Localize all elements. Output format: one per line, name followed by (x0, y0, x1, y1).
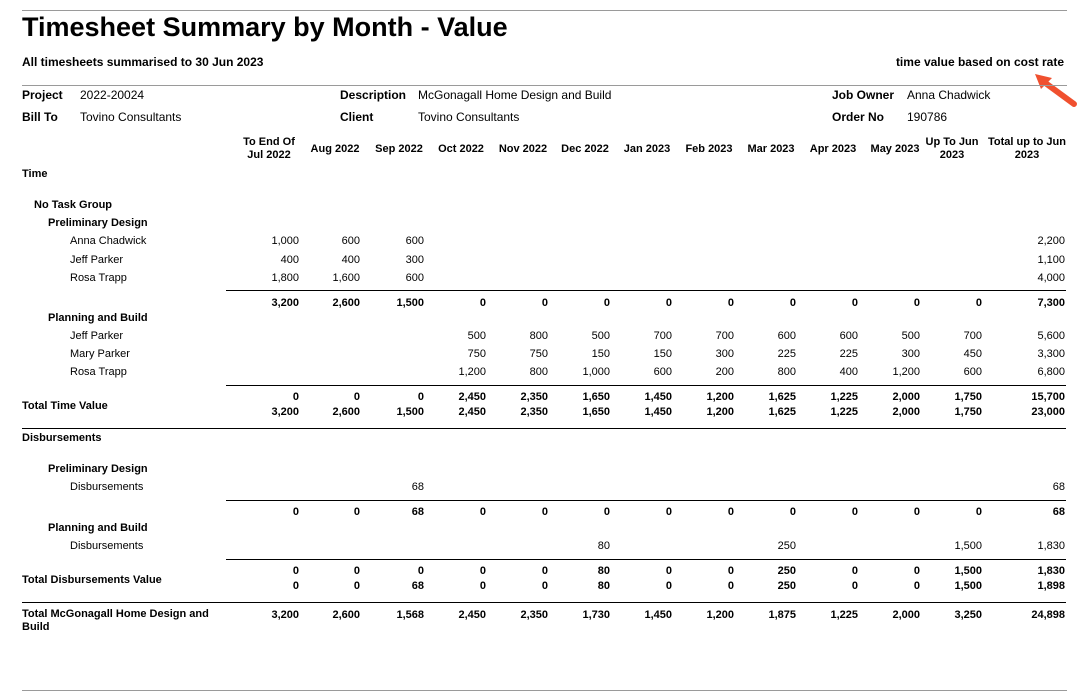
job-owner-value: Anna Chadwick (907, 88, 991, 102)
subtotal-row (22, 390, 1067, 406)
table-row (22, 480, 1067, 496)
value-cell: 1,200 (706, 391, 734, 403)
divider (22, 602, 1066, 603)
value-cell: 0 (789, 506, 796, 518)
value-cell: 1,875 (768, 609, 796, 621)
table-row (22, 253, 1067, 269)
value-cell: 3,200 (271, 406, 299, 418)
value-cell: 0 (353, 506, 360, 518)
value-cell: 0 (851, 506, 858, 518)
value-cell: 0 (727, 580, 734, 592)
project-label: Project (22, 88, 63, 102)
value-cell: 1,450 (644, 391, 672, 403)
value-cell: 1,200 (892, 366, 920, 378)
description-value: McGonagall Home Design and Build (418, 88, 612, 102)
value-cell: 4,000 (1037, 272, 1065, 284)
divider (22, 428, 1066, 429)
value-cell: 600 (341, 235, 360, 247)
value-cell: 0 (789, 297, 796, 309)
table-row (22, 365, 1067, 381)
value-cell: 0 (913, 580, 920, 592)
bottom-rule (22, 690, 1067, 691)
column-header: May 2023 (870, 143, 920, 155)
value-cell: 2,450 (458, 406, 486, 418)
value-cell: 600 (653, 366, 672, 378)
value-cell: 1,000 (271, 235, 299, 247)
client-value: Tovino Consultants (418, 110, 520, 124)
group-row (22, 198, 1067, 214)
value-cell: 400 (839, 366, 858, 378)
subtotal-row (22, 564, 1067, 580)
value-cell: 0 (417, 391, 424, 403)
task-row (22, 462, 1067, 478)
row-label: Total McGonagall Home Design and Build (22, 608, 209, 633)
value-cell: 0 (417, 565, 424, 577)
value-cell: 68 (411, 506, 424, 518)
column-header: To End Of Jul 2022 (243, 136, 295, 161)
value-cell: 0 (353, 565, 360, 577)
task-row (22, 521, 1067, 537)
divider (226, 385, 1066, 386)
divider (226, 290, 1066, 291)
value-cell: 225 (839, 348, 858, 360)
task-row (22, 311, 1067, 327)
value-cell: 225 (777, 348, 796, 360)
row-label: Planning and Build (48, 522, 148, 534)
value-cell: 0 (913, 565, 920, 577)
value-cell: 0 (479, 506, 486, 518)
value-cell: 750 (529, 348, 548, 360)
value-cell: 400 (341, 254, 360, 266)
billto-value: Tovino Consultants (80, 110, 182, 124)
value-cell: 0 (479, 580, 486, 592)
column-header: Up To Jun 2023 (925, 136, 979, 161)
value-cell: 2,000 (892, 609, 920, 621)
value-cell: 600 (839, 330, 858, 342)
value-cell: 1,898 (1037, 580, 1065, 592)
row-label: Planning and Build (48, 312, 148, 324)
value-basis-note: time value based on cost rate (895, 55, 1064, 69)
value-cell: 0 (479, 565, 486, 577)
top-rule (22, 10, 1067, 11)
value-cell: 1,200 (458, 366, 486, 378)
value-cell: 6,800 (1037, 366, 1065, 378)
value-cell: 1,500 (954, 565, 982, 577)
value-cell: 0 (665, 565, 672, 577)
row-label: Total Time Value (22, 400, 108, 412)
value-cell: 0 (541, 580, 548, 592)
value-cell: 250 (777, 565, 796, 577)
value-cell: 3,250 (954, 609, 982, 621)
column-header: Sep 2022 (375, 143, 423, 155)
column-header: Dec 2022 (561, 143, 609, 155)
value-cell: 1,450 (644, 406, 672, 418)
row-label: Rosa Trapp (70, 272, 127, 284)
value-cell: 0 (727, 297, 734, 309)
value-cell: 1,750 (954, 391, 982, 403)
value-cell: 800 (529, 330, 548, 342)
row-label: Anna Chadwick (70, 235, 147, 247)
value-cell: 1,830 (1037, 565, 1065, 577)
value-cell: 1,650 (582, 391, 610, 403)
value-cell: 2,350 (520, 391, 548, 403)
value-cell: 1,625 (768, 406, 796, 418)
value-cell: 0 (665, 506, 672, 518)
value-cell: 500 (901, 330, 920, 342)
value-cell: 2,450 (458, 391, 486, 403)
row-label: Disbursements (70, 540, 144, 552)
value-cell: 2,200 (1037, 235, 1065, 247)
row-label: Preliminary Design (48, 217, 148, 229)
column-header: Jan 2023 (623, 143, 671, 155)
row-label: Mary Parker (70, 348, 130, 360)
value-cell: 1,000 (582, 366, 610, 378)
value-cell: 2,350 (520, 406, 548, 418)
value-cell: 1,200 (706, 406, 734, 418)
value-cell: 150 (653, 348, 672, 360)
divider (226, 500, 1066, 501)
divider (226, 559, 1066, 560)
row-label: Disbursements (22, 432, 102, 444)
value-cell: 0 (665, 580, 672, 592)
value-cell: 68 (411, 580, 424, 592)
value-cell: 500 (467, 330, 486, 342)
value-cell: 1,100 (1037, 254, 1065, 266)
value-cell: 1,625 (768, 391, 796, 403)
row-label: Jeff Parker (70, 330, 123, 342)
value-cell: 300 (715, 348, 734, 360)
row-label: Total Disbursements Value (22, 574, 162, 586)
value-cell: 0 (727, 565, 734, 577)
value-cell: 0 (292, 391, 299, 403)
row-label: Time (22, 168, 48, 180)
column-header: Feb 2023 (685, 143, 733, 155)
value-cell: 0 (541, 297, 548, 309)
value-cell: 1,225 (830, 609, 858, 621)
value-cell: 1,830 (1037, 540, 1065, 552)
value-cell: 1,650 (582, 406, 610, 418)
subtotal-row (22, 296, 1067, 312)
value-cell: 700 (653, 330, 672, 342)
value-cell: 80 (597, 580, 610, 592)
value-cell: 200 (715, 366, 734, 378)
column-header: Mar 2023 (747, 143, 795, 155)
value-cell: 5,600 (1037, 330, 1065, 342)
grand-row (22, 608, 1067, 633)
value-cell: 2,450 (458, 609, 486, 621)
value-cell: 23,000 (1031, 406, 1065, 418)
value-cell: 1,500 (954, 580, 982, 592)
value-cell: 1,225 (830, 406, 858, 418)
total-row (22, 574, 1067, 595)
row-label: Preliminary Design (48, 463, 148, 475)
row-label: Jeff Parker (70, 254, 123, 266)
value-cell: 600 (777, 330, 796, 342)
subtotal-row (22, 505, 1067, 521)
value-cell: 250 (777, 540, 796, 552)
table-row (22, 271, 1067, 287)
task-row (22, 216, 1067, 232)
value-cell: 600 (405, 235, 424, 247)
value-cell: 3,200 (271, 609, 299, 621)
value-cell: 500 (591, 330, 610, 342)
column-header: Oct 2022 (438, 143, 484, 155)
value-cell: 2,000 (892, 391, 920, 403)
order-no-label: Order No (832, 110, 885, 124)
order-no-value: 190786 (907, 110, 948, 124)
value-cell: 300 (901, 348, 920, 360)
annotation-arrow-icon (1030, 70, 1080, 115)
value-cell: 15,700 (1031, 391, 1065, 403)
column-header: Aug 2022 (310, 143, 360, 155)
value-cell: 600 (405, 272, 424, 284)
row-label: Rosa Trapp (70, 366, 127, 378)
value-cell: 800 (777, 366, 796, 378)
row-label: Disbursements (70, 481, 144, 493)
value-cell: 0 (353, 580, 360, 592)
value-cell: 80 (597, 540, 610, 552)
header-rule (22, 85, 1067, 86)
value-cell: 80 (597, 565, 610, 577)
value-cell: 1,200 (706, 609, 734, 621)
value-cell: 750 (467, 348, 486, 360)
value-cell: 0 (603, 297, 610, 309)
value-cell: 0 (603, 506, 610, 518)
value-cell: 1,500 (396, 297, 424, 309)
value-cell: 700 (715, 330, 734, 342)
billto-label: Bill To (22, 110, 58, 124)
column-header: Nov 2022 (498, 143, 548, 155)
value-cell: 0 (479, 297, 486, 309)
value-cell: 1,500 (396, 406, 424, 418)
value-cell: 700 (963, 330, 982, 342)
value-cell: 600 (963, 366, 982, 378)
value-cell: 250 (777, 580, 796, 592)
value-cell: 1,750 (954, 406, 982, 418)
value-cell: 0 (851, 565, 858, 577)
value-cell: 0 (975, 297, 982, 309)
value-cell: 7,300 (1037, 297, 1065, 309)
section-row (22, 167, 1067, 183)
value-cell: 300 (405, 254, 424, 266)
value-cell: 0 (975, 506, 982, 518)
value-cell: 800 (529, 366, 548, 378)
value-cell: 2,600 (332, 406, 360, 418)
value-cell: 2,600 (332, 297, 360, 309)
page-title: Timesheet Summary by Month - Value (22, 12, 508, 42)
row-label: No Task Group (34, 199, 113, 211)
value-cell: 2,000 (892, 406, 920, 418)
value-cell: 1,568 (396, 609, 424, 621)
value-cell: 0 (541, 506, 548, 518)
job-owner-label: Job Owner (832, 88, 895, 102)
value-cell: 68 (1052, 481, 1065, 493)
report-subtitle: All timesheets summarised to 30 Jun 2023 (22, 55, 264, 69)
value-cell: 0 (292, 580, 299, 592)
value-cell: 0 (913, 297, 920, 309)
value-cell: 1,600 (332, 272, 360, 284)
value-cell: 3,300 (1037, 348, 1065, 360)
value-cell: 0 (292, 506, 299, 518)
section-row (22, 431, 1067, 447)
value-cell: 68 (411, 481, 424, 493)
table-row (22, 234, 1067, 250)
value-cell: 1,450 (644, 609, 672, 621)
table-row (22, 539, 1067, 555)
value-cell: 0 (353, 391, 360, 403)
project-value: 2022-20024 (80, 88, 145, 102)
value-cell: 0 (851, 580, 858, 592)
value-cell: 0 (292, 565, 299, 577)
value-cell: 400 (280, 254, 299, 266)
value-cell: 1,800 (271, 272, 299, 284)
value-cell: 0 (541, 565, 548, 577)
value-cell: 2,600 (332, 609, 360, 621)
value-cell: 24,898 (1031, 609, 1065, 621)
value-cell: 0 (851, 297, 858, 309)
value-cell: 1,500 (954, 540, 982, 552)
column-header: Apr 2023 (809, 143, 857, 155)
table-row (22, 347, 1067, 363)
value-cell: 0 (913, 506, 920, 518)
description-label: Description (340, 88, 407, 102)
value-cell: 2,350 (520, 609, 548, 621)
total-row (22, 400, 1067, 421)
value-cell: 0 (727, 506, 734, 518)
column-header: Total up to Jun 2023 (987, 136, 1066, 161)
value-cell: 450 (963, 348, 982, 360)
value-cell: 3,200 (271, 297, 299, 309)
value-cell: 68 (1052, 506, 1065, 518)
client-label: Client (340, 110, 374, 124)
value-cell: 1,730 (582, 609, 610, 621)
value-cell: 0 (665, 297, 672, 309)
value-cell: 1,225 (830, 391, 858, 403)
value-cell: 150 (591, 348, 610, 360)
table-row (22, 329, 1067, 345)
